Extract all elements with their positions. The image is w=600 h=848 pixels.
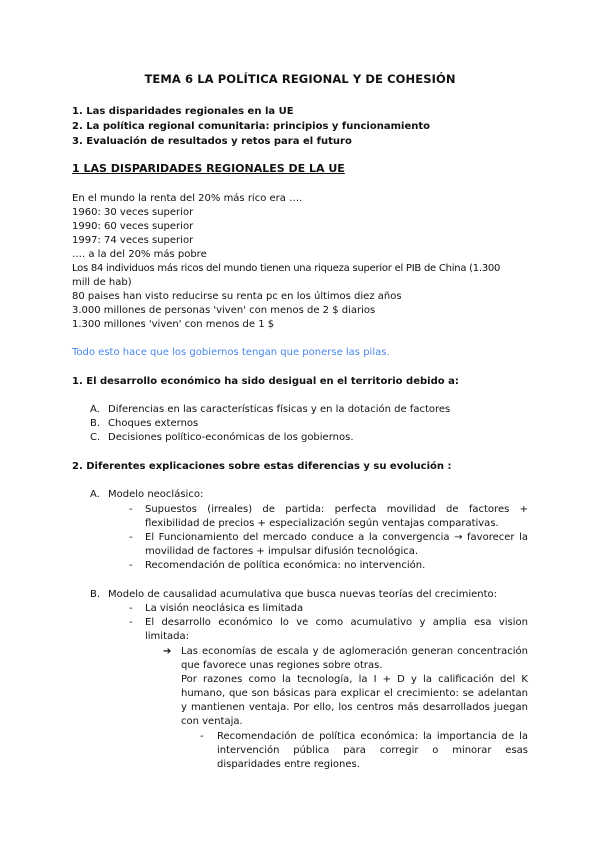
intro-line: En el mundo la renta del 20% más rico era …. <box>72 193 303 204</box>
list-item: Choques externos <box>108 418 199 429</box>
dash-bullet: - <box>200 731 204 742</box>
blue-note: Todo esto hace que los gobiernos tengan que ponerse las pilas. <box>72 347 390 358</box>
arrow-continuation: Por razones como la tecnología, la I + D y la calificación del K humano, que son básicas para explicar el crecimiento: se adelantan y mantienen ventaja. Por ello, los centros más desarrollados juegan con ventaja. <box>181 674 528 727</box>
arrow-bullet-icon: ➔ <box>163 646 172 657</box>
bullet-text: El desarrollo económico lo ve como acumulativo y amplia esa vision limitada: <box>145 617 528 642</box>
bullet-text: El Funcionamiento del mercado conduce a la convergencia → favorecer la movilidad de factores + impulsar difusión tecnológica. <box>145 532 528 557</box>
arrow-text: Las economías de escala y de aglomeración generan concentración que favorece unas regiones sobre otras. <box>181 646 528 671</box>
intro-line: 80 paises han visto reducirse su renta pc en los últimos diez años <box>72 291 402 302</box>
dash-bullet: - <box>129 603 133 614</box>
intro-line: mill de hab) <box>72 277 132 288</box>
intro-line: 3.000 millones de personas 'viven' con menos de 2 $ diarios <box>72 305 376 316</box>
toc-item-1: 1. Las disparidades regionales en la UE <box>72 106 294 117</box>
intro-line: 1960: 30 veces superior <box>72 207 194 218</box>
q1-heading: 1. El desarrollo económico ha sido desigual en el territorio debido a: <box>72 376 459 387</box>
toc-item-2: 2. La política regional comunitaria: principios y funcionamiento <box>72 121 430 132</box>
dash-bullet: - <box>129 617 133 628</box>
list-marker: B. <box>90 589 101 600</box>
dash-bullet: - <box>129 532 133 543</box>
dash-bullet: - <box>129 560 133 571</box>
page-title: TEMA 6 LA POLÍTICA REGIONAL Y DE COHESIÓN <box>144 72 456 86</box>
list-item: Decisiones político-económicas de los gobiernos. <box>108 432 354 443</box>
intro-line: Los 84 individuos más ricos del mundo tienen una riqueza superior el PIB de China (1.300 <box>72 263 501 274</box>
model-label: Modelo de causalidad acumulativa que busca nuevas teorías del crecimiento: <box>108 589 498 600</box>
list-item: Diferencias en las características físicas y en la dotación de factores <box>108 404 451 415</box>
bullet-text: Supuestos (irreales) de partida: perfecta movilidad de factores + flexibilidad de precios + especialización según ventajas comparativas. <box>145 504 528 529</box>
list-marker: C. <box>90 432 101 443</box>
intro-line: 1990: 60 veces superior <box>72 221 194 232</box>
list-marker: A. <box>90 489 100 500</box>
section1-heading: 1 LAS DISPARIDADES REGIONALES DE LA UE <box>72 162 345 175</box>
list-marker: A. <box>90 404 100 415</box>
bullet-text: Recomendación de política económica: no intervención. <box>145 560 426 571</box>
model-label: Modelo neoclásico: <box>108 489 204 500</box>
intro-line: 1.300 millones 'viven' con menos de 1 $ <box>72 319 275 330</box>
dash-bullet: - <box>129 504 133 515</box>
toc-item-3: 3. Evaluación de resultados y retos para el futuro <box>72 136 352 147</box>
sub-bullet-text: Recomendación de política económica: la importancia de la intervención pública para corregir o minorar esas disparidades entre regiones. <box>217 731 528 770</box>
intro-line: …. a la del 20% más pobre <box>72 249 207 260</box>
q2-heading: 2. Diferentes explicaciones sobre estas diferencias y su evolución : <box>72 461 452 472</box>
list-marker: B. <box>90 418 101 429</box>
intro-line: 1997: 74 veces superior <box>72 235 194 246</box>
bullet-text: La visión neoclásica es limitada <box>145 603 304 614</box>
